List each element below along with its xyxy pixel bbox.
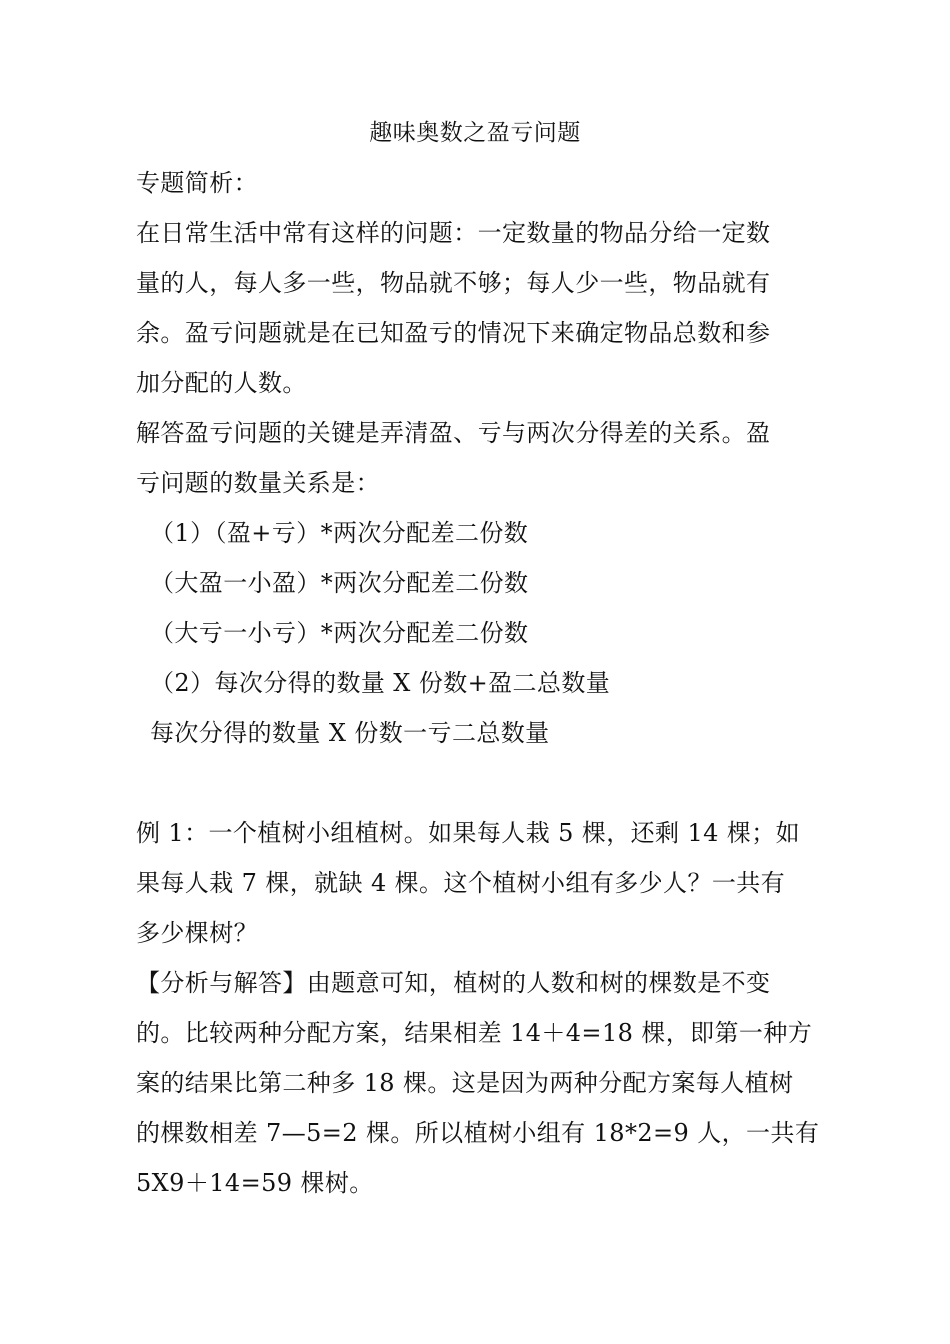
document-body [136, 158, 820, 1208]
paragraph-line: 在日常生活中常有这样的问题：一定数量的物品分给一定数 [136, 219, 771, 247]
document-title: 趣味奥数之盈亏问题 [369, 120, 581, 146]
example-line: 果每人栽 7 棵，就缺 4 棵。这个植树小组有多少人？一共有 [136, 869, 786, 897]
example-line: 多少棵树？ [136, 919, 258, 947]
formula-line: （大亏一小亏）*两次分配差二份数 [150, 619, 529, 647]
paragraph-line: 解答盈亏问题的关键是弄清盈、亏与两次分得差的关系。盈 [136, 419, 771, 447]
formula-line: （1）（盈+亏）*两次分配差二份数 [150, 519, 529, 547]
formula-line: （大盈一小盈）*两次分配差二份数 [150, 569, 529, 597]
paragraph-line: 加分配的人数。 [136, 369, 307, 397]
blank-line [136, 758, 808, 808]
section-heading: 专题简析： [136, 169, 258, 197]
analysis-line: 案的结果比第二种多 18 棵。这是因为两种分配方案每人植树 [136, 1069, 794, 1097]
example-line: 例 1：一个植树小组植树。如果每人栽 5 棵，还剩 14 棵；如 [136, 819, 801, 847]
formula-line: 每次分得的数量 X 份数一亏二总数量 [150, 719, 550, 747]
paragraph-line: 量的人，每人多一些，物品就不够；每人少一些，物品就有 [136, 269, 771, 297]
formula-line: （2）每次分得的数量 X 份数+盈二总数量 [150, 669, 611, 697]
paragraph-line: 余。盈亏问题就是在已知盈亏的情况下来确定物品总数和参 [136, 319, 771, 347]
analysis-line: 5X9＋14=59 棵树。 [136, 1169, 374, 1197]
paragraph-line: 亏问题的数量关系是： [136, 469, 380, 497]
analysis-line: 【分析与解答】由题意可知，植树的人数和树的棵数是不变 [136, 969, 771, 997]
analysis-line: 的。比较两种分配方案，结果相差 14＋4=18 棵，即第一种方 [136, 1019, 813, 1047]
analysis-line: 的棵数相差 7—5=2 棵。所以植树小组有 18*2=9 人，一共有 [136, 1119, 820, 1147]
